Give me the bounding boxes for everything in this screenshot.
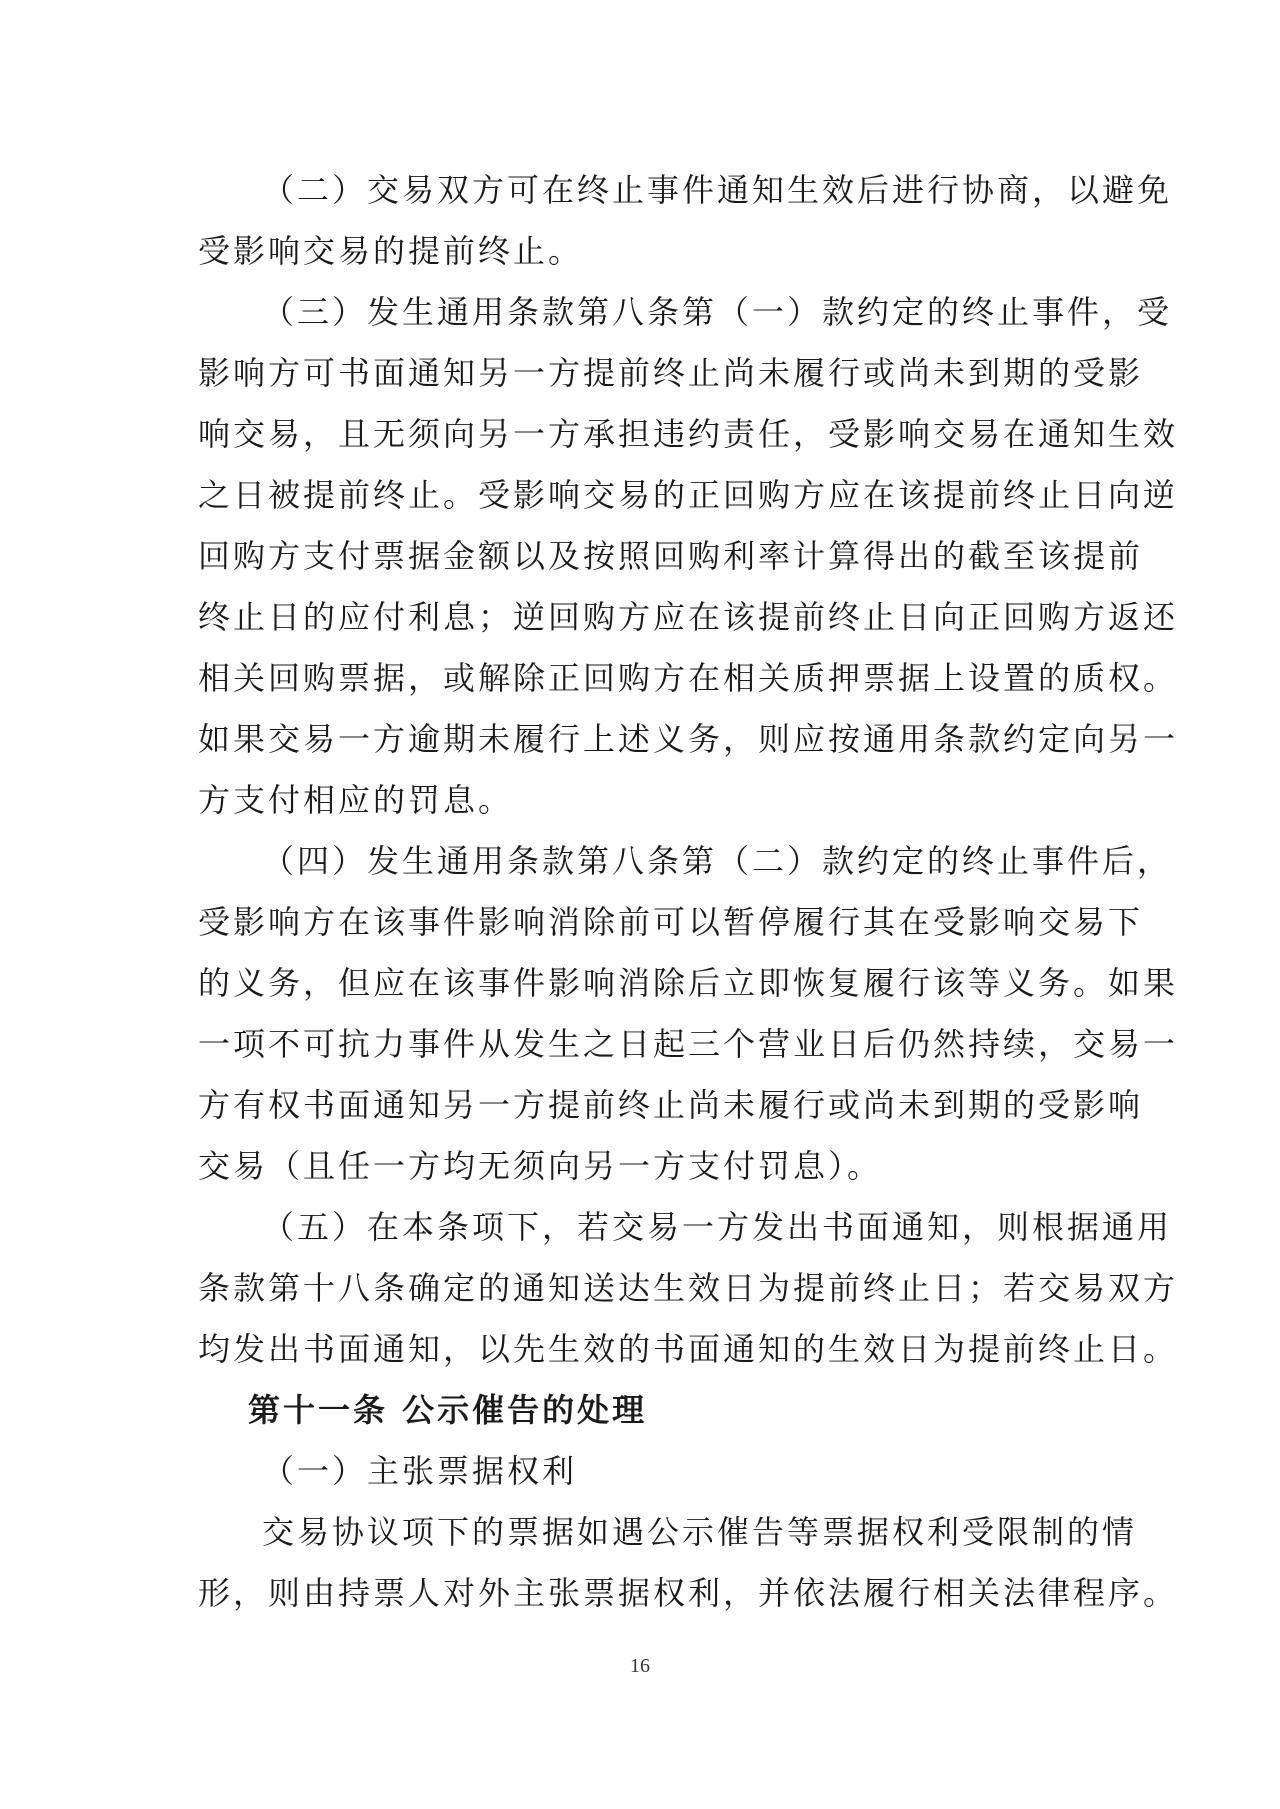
text-line: 回购方支付票据金额以及按照回购利率计算得出的截至该提前 bbox=[198, 537, 1144, 575]
text-line: 相关回购票据，或解除正回购方在相关质押票据上设置的质权。 bbox=[198, 659, 1179, 697]
text-line: 终止日的应付利息；逆回购方应在该提前终止日向正回购方返还 bbox=[198, 598, 1179, 636]
text-line: 方支付相应的罚息。 bbox=[198, 781, 514, 819]
text-line: 响交易，且无须向另一方承担违约责任，受影响交易在通知生效 bbox=[198, 415, 1179, 453]
text-line: 受影响方在该事件影响消除前可以暂停履行其在受影响交易下 bbox=[198, 903, 1144, 941]
page-number: 16 bbox=[630, 1655, 650, 1677]
text-line: 影响方可书面通知另一方提前终止尚未履行或尚未到期的受影 bbox=[198, 354, 1144, 392]
text-line: 交易协议项下的票据如遇公示催告等票据权利受限制的情 bbox=[262, 1513, 1138, 1551]
text-line: 方有权书面通知另一方提前终止尚未履行或尚未到期的受影响 bbox=[198, 1086, 1144, 1124]
paragraph-5 bbox=[198, 1197, 1179, 1380]
text-line: 如果交易一方逾期未履行上述义务，则应按通用条款约定向另一 bbox=[198, 720, 1179, 758]
paragraph-4 bbox=[198, 831, 1179, 1197]
paragraph-3 bbox=[198, 282, 1179, 831]
article-heading: 第十一条 公示催告的处理 bbox=[248, 1391, 648, 1429]
text-line: 受影响交易的提前终止。 bbox=[198, 232, 584, 270]
text-line: 之日被提前终止。受影响交易的正回购方应在该提前终止日向逆 bbox=[198, 476, 1179, 514]
text-line: 均发出书面通知，以先生效的书面通知的生效日为提前终止日。 bbox=[198, 1330, 1179, 1368]
text-line: 一项不可抗力事件从发生之日起三个营业日后仍然持续，交易一 bbox=[198, 1025, 1179, 1063]
text-line: 条款第十八条确定的通知送达生效日为提前终止日；若交易双方 bbox=[198, 1269, 1179, 1307]
section-subheading: （一）主张票据权利 bbox=[262, 1452, 578, 1490]
text-line: （三）发生通用条款第八条第（一）款约定的终止事件，受 bbox=[262, 293, 1173, 331]
paragraph-2 bbox=[198, 160, 1173, 282]
text-line: 形，则由持票人对外主张票据权利，并依法履行相关法律程序。 bbox=[198, 1574, 1179, 1612]
text-line: 交易（且任一方均无须向另一方支付罚息）。 bbox=[198, 1147, 883, 1185]
paragraph-article-11 bbox=[198, 1502, 1179, 1624]
text-line: （五）在本条项下，若交易一方发出书面通知，则根据通用 bbox=[262, 1208, 1173, 1246]
text-line: 的义务，但应在该事件影响消除后立即恢复履行该等义务。如果 bbox=[198, 964, 1179, 1002]
text-line: （四）发生通用条款第八条第（二）款约定的终止事件后， bbox=[262, 842, 1173, 880]
document-body bbox=[198, 160, 1179, 1624]
text-line: （二）交易双方可在终止事件通知生效后进行协商，以避免 bbox=[262, 171, 1173, 209]
